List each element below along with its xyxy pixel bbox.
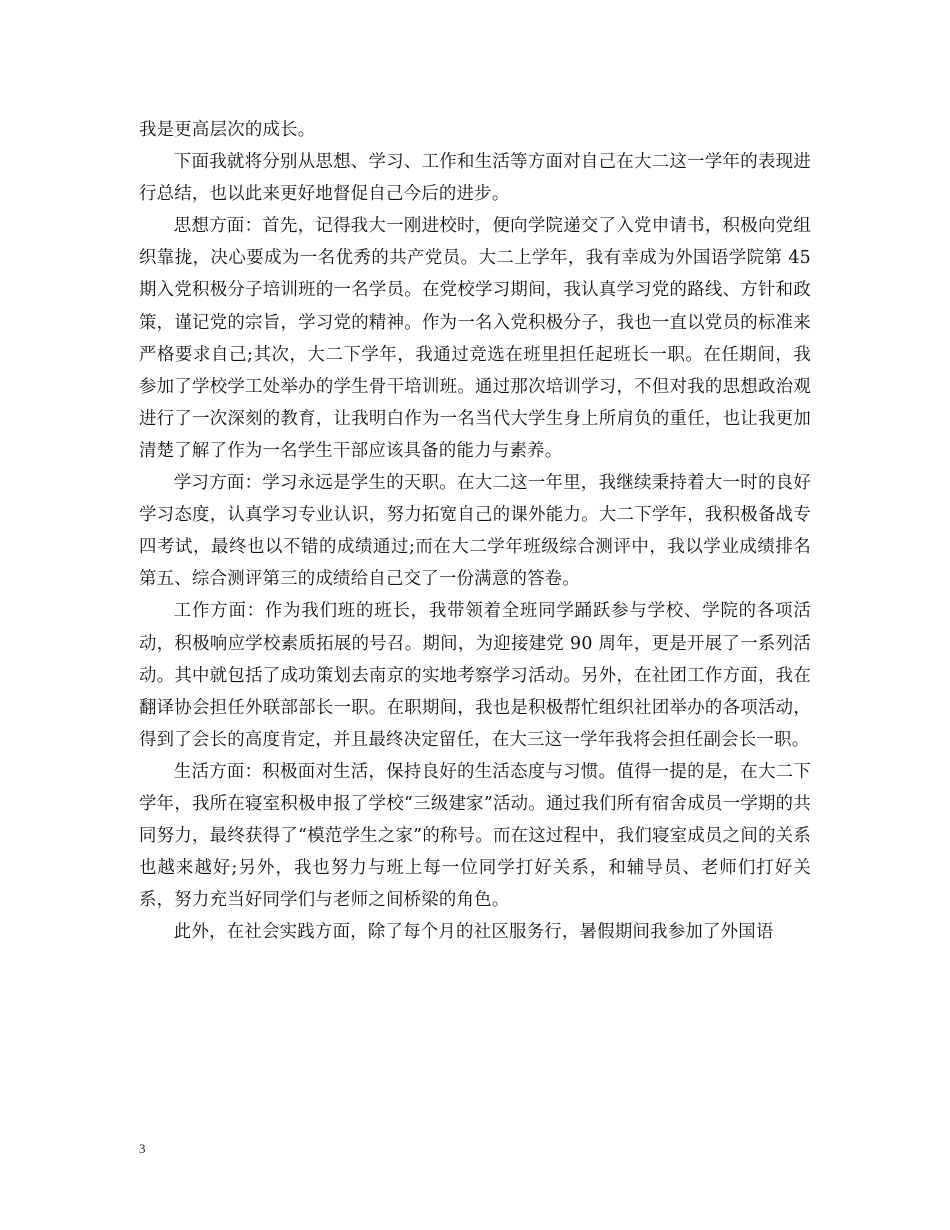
paragraph-study: 学习方面：学习永远是学生的天职。在大二这一年里，我继续秉持着大一时的良好学习态度，认真学习专业认识，努力拓宽自己的课外能力。大二下学年，我积极备战专四考试，最终也以不错的成绩通过;而在大二学年班级综合测评中，我以学业成绩排名第五、综合测评第三的成绩给自己交了一份满意的答卷。 (139, 473, 811, 590)
paragraph-social-practice: 此外，在社会实践方面，除了每个月的社区服务行，暑假期间我参加了外国语 (173, 922, 774, 943)
paragraph-continuation: 我是更高层次的成长。 (139, 120, 316, 140)
page-number: 3 (139, 1141, 146, 1156)
paragraph-ideology: 思想方面：首先，记得我大一刚进校时，便向学院递交了入党申请书，积极向党组织靠拢，决心要成为一名优秀的共产党员。大二上学年，我有幸成为外国语学院第 45 期入党积极分子培训班的一名学员。在党校学习期间，我认真学习党的路线、方针和政策，谨记党的宗旨，学习党的精神。作为一名入党积极分子，我也一直以党员的标准来严格要求自己;其次，大二下学年，我通过竞选在班里担任起班长一职。在任期间，我参加了学校学工处举办的学生骨干培训班。通过那次培训学习，不但对我的思想政治观进行了一次深刻的教育，让我明白作为一名当代大学生身上所肩负的重任，也让我更加清楚了解了作为一名学生干部应该具备的能力与素养。 (139, 216, 811, 461)
paragraph-work: 工作方面：作为我们班的班长，我带领着全班同学踊跃参与学校、学院的各项活动，积极响应学校素质拓展的号召。期间，为迎接建党 90 周年，更是开展了一系列活动。其中就包括了成功策划去南京的实地考察学习活动。另外，在社团工作方面，我在翻译协会担任外联部部长一职。在职期间，我也是积极帮忙组织社团举办的各项活动，得到了会长的高度肯定，并且最终决定留任，在大三这一学年我将会担任副会长一职。 (139, 601, 811, 750)
paragraph-overview: 下面我就将分别从思想、学习、工作和生活等方面对自己在大二这一学年的表现进行总结，也以此来更好地督促自己今后的进步。 (139, 152, 811, 205)
paragraph-life: 生活方面：积极面对生活，保持良好的生活态度与习惯。值得一提的是，在大二下学年，我所在寝室积极申报了学校“三级建家”活动。通过我们所有宿舍成员一学期的共同努力，最终获得了“模范学生之家”的称号。而在这过程中，我们寝室成员之间的关系也越来越好;另外，我也努力与班上每一位同学打好关系，和辅导员、老师们打好关系，努力充当好同学们与老师之间桥梁的角色。 (139, 761, 811, 911)
document-body (139, 114, 811, 948)
